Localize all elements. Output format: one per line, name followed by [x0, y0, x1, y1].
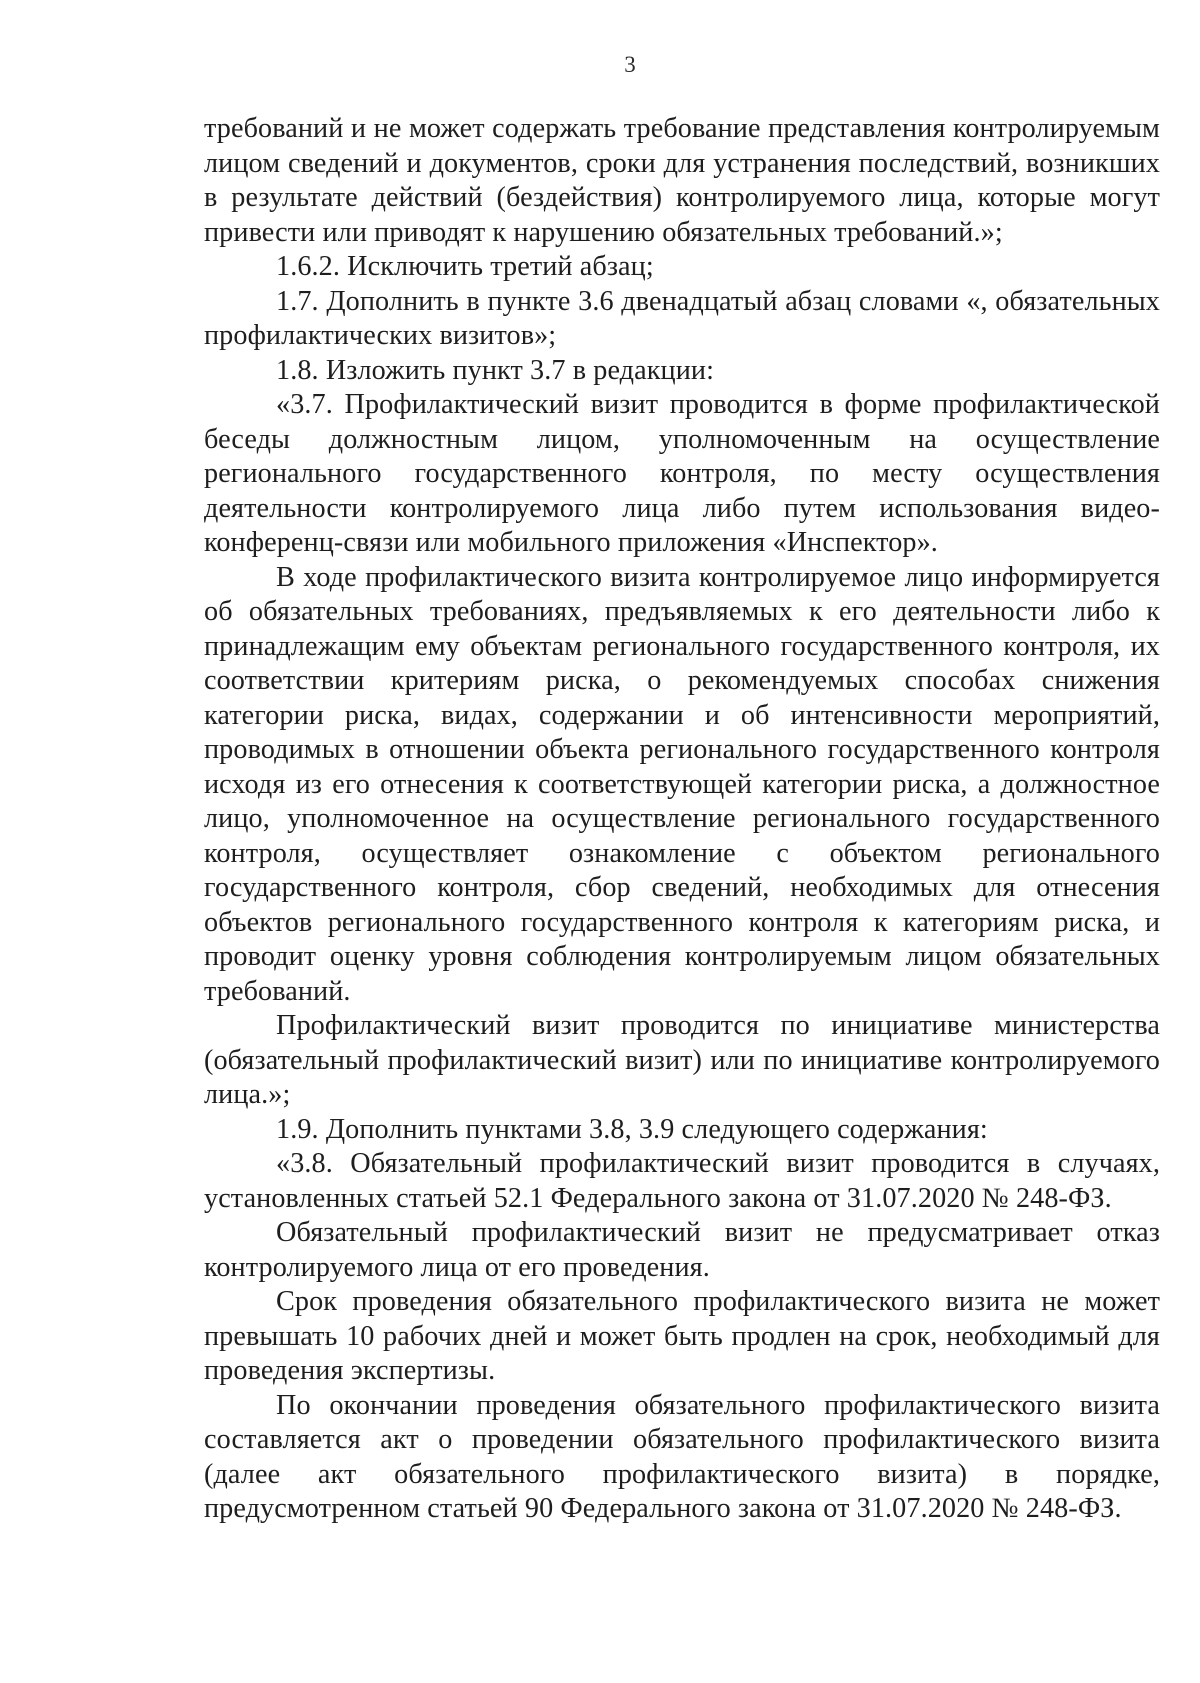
page-number: 3 — [624, 52, 636, 77]
paragraph-visit-information: В ходе профилактического визита контролируемое лицо информируется об обязательных требованиях, предъявляемых к его деятельности либо к принадлежащим ему объектам регионального государственного контроля, их соответствии критериям риска, о рекомендуемых способах снижения категории риска, видах, содержании и об интенсивности мероприятий, проводимых в отношении объекта регионального государственного контроля исходя из его отнесения к соответствующей категории риска, а должностное лицо, уполномоченное на осуществление регионального государственного контроля, осуществляет ознакомление с объектом регионального государственного контроля, сбор сведений, необходимых для отнесения объектов регионального государственного контроля к категориям риска, и проводит оценку уровня соблюдения контролируемым лицом обязательных требований. — [204, 561, 1160, 1007]
paragraph-continuation: требований и не может содержать требование представления контролируемым лицом сведений и документов, сроки для устранения последствий, возникших в результате действий (бездействия) контролируемого лица, которые могут привести или приводят к нарушению обязательных требований.»; — [204, 113, 1160, 248]
paragraph-no-refusal: Обязательный профилактический визит не предусматривает отказ контролируемого лица от его проведения. — [204, 1217, 1160, 1283]
paragraph-visit-duration: Срок проведения обязательного профилактического визита не может превышать 10 рабочих дней и может быть продлен на срок, необходимый для проведения экспертизы. — [204, 1286, 1160, 1386]
paragraph-visit-initiative: Профилактический визит проводится по инициативе министерства (обязательный профилактический визит) или по инициативе контролируемого лица.»; — [204, 1010, 1160, 1110]
paragraph-item-1-9: 1.9. Дополнить пунктами 3.8, 3.9 следующего содержания: — [276, 1113, 988, 1145]
document-body — [204, 112, 1160, 1527]
paragraph-visit-act: По окончании проведения обязательного профилактического визита составляется акт о проведении обязательного профилактического визита (далее акт обязательного профилактического визита) в порядке, предусмотренном статьей 90 Федерального закона от 31.07.2020 № 248-ФЗ. — [204, 1389, 1160, 1524]
paragraph-item-1-8: 1.8. Изложить пункт 3.7 в редакции: — [276, 354, 715, 386]
paragraph-item-1-6-2: 1.6.2. Исключить третий абзац; — [276, 251, 654, 282]
paragraph-item-1-7: 1.7. Дополнить в пункте 3.6 двенадцатый абзац словами «, обязательных профилактических визитов»; — [204, 285, 1160, 351]
paragraph-clause-3-8: «3.8. Обязательный профилактический визит проводится в случаях, установленных статьей 52.1 Федерального закона от 31.07.2020 № 248-ФЗ. — [204, 1148, 1160, 1214]
paragraph-clause-3-7: «3.7. Профилактический визит проводится в форме профилактической беседы должностным лицом, уполномоченным на осуществление регионального государственного контроля, по месту осуществления деятельности контролируемого лица либо путем использования видео-конференц-связи или мобильного приложения «Инспектор». — [204, 389, 1160, 558]
